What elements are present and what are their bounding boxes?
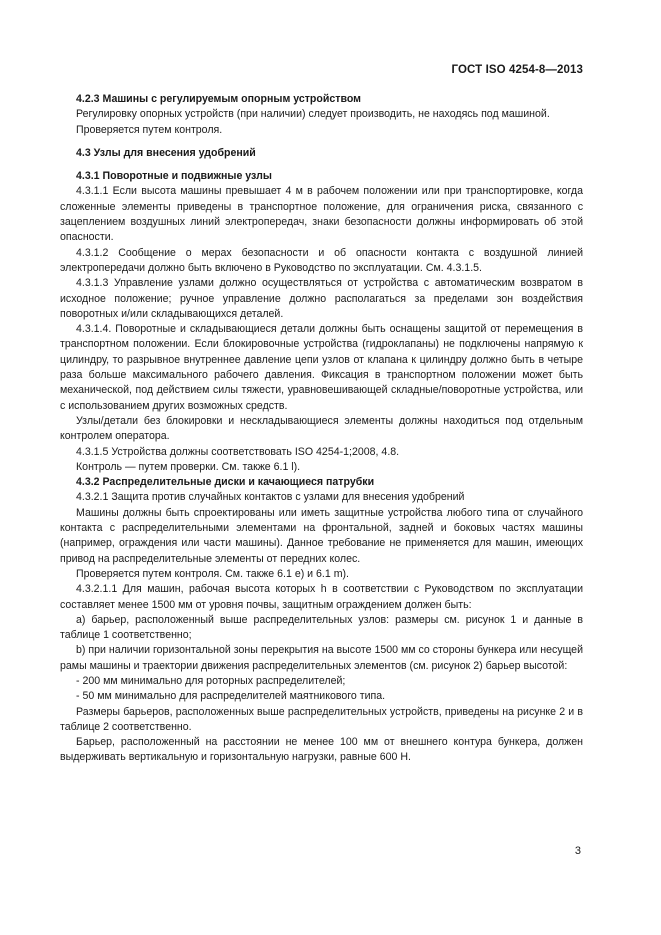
section-heading-4-2-3: 4.2.3 Машины с регулируемым опорным устройством <box>76 93 362 105</box>
paragraph: 4.3.1.2 Сообщение о мерах безопасности и об опасности контакта с воздушной линией электропередачи должно быть включено в Руководство по эксплуатации. См. 4.3.1.5. <box>60 246 583 274</box>
paragraph: Размеры барьеров, расположенных выше распределительных устройств, приведены на рисунке 2 и в таблице 2 соответственно. <box>60 705 583 733</box>
paragraph: Проверяется путем контроля. См. также 6.1 е) и 6.1 m). <box>76 567 350 580</box>
paragraph: 4.3.1.1 Если высота машины превышает 4 м в рабочем положении или при транспортировке, когда сложенные элементы приведены в транспортное положение, для ограничения риска, связанного с зацеплением воздушных линий электропередач, знаки безопасности должны информировать об этой опасности. <box>60 185 583 244</box>
section-heading-4-3-2: 4.3.2 Распределительные диски и качающиеся патрубки <box>76 476 375 489</box>
paragraph: 4.3.2.1 Защита против случайных контактов с узлами для внесения удобрений <box>76 491 465 504</box>
paragraph: Машины должны быть спроектированы или иметь защитные устройства любого типа от случайного контакта с распределительными элементами на фронтальной, задней и боковых частях машины (например, ограждения или части машины). Данное требование не применяется для машин, имеющих привод на распределительные элементы от передних колес. <box>60 506 583 565</box>
paragraph: 4.3.1.5 Устройства должны соответствовать ISO 4254-1;2008, 4.8. <box>76 445 400 458</box>
list-item: а) барьер, расположенный выше распределительных узлов: размеры см. рисунок 1 и данные в таблице 1 соответственно; <box>60 613 583 642</box>
paragraph: 4.3.1.4. Поворотные и складывающиеся детали должны быть оснащены защитой от перемещения в транспортном положении. Если блокировочные устройства (гидроклапаны) не подключены напрямую к цилиндру, то разрывное внутреннее давление цепи узлов от клапана к цилиндру должно быть в четыре раза больше максимального рабочего давления. Фиксация в транспортном положении может быть механической, под действием силы тяжести, уравновешивающей складные/поворотные устройства, или с использованием других возможных средств. <box>60 323 583 412</box>
paragraph: Регулировку опорных устройств (при наличии) следует производить, не находясь под машиной. <box>76 108 550 121</box>
document-body <box>60 92 583 766</box>
section-heading-4-3: 4.3 Узлы для внесения удобрений <box>76 146 256 159</box>
paragraph: Проверяется путем контроля. <box>76 123 223 136</box>
paragraph: Барьер, расположенный на расстоянии не менее 100 мм от внешнего контура бункера, должен выдерживать вертикальную и горизонтальную нагрузки, равные 600 Н. <box>60 736 583 764</box>
document-header: ГОСТ ISO 4254-8—2013 <box>451 64 583 76</box>
list-item: b) при наличии горизонтальной зоны перекрытия на высоте 1500 мм со стороны бункера или несущей рамы машины и траектории движения распределительных элементов (см. рисунок 2) барьер высотой: <box>60 644 583 672</box>
dash-item: - 50 мм минимально для распределителей маятникового типа. <box>76 690 386 703</box>
dash-item: - 200 мм минимально для роторных распределителей; <box>76 674 346 687</box>
paragraph: 4.3.2.1.1 Для машин, рабочая высота которых h в соответствии с Руководством по эксплуатации составляет менее 1500 мм от уровня почвы, защитным ограждением должен быть: <box>60 583 583 611</box>
paragraph: Узлы/детали без блокировки и нескладывающиеся элементы должны находиться под отдельным контролем оператора. <box>60 414 583 443</box>
section-heading-4-3-1: 4.3.1 Поворотные и подвижные узлы <box>76 170 272 183</box>
page-number: 3 <box>574 845 581 857</box>
paragraph: 4.3.1.3 Управление узлами должно осуществляться от устройства с автоматическим возвратом в исходное положение; ручное управление должно располагаться за пределами зон воздействия поворотных и/или складывающихся деталей. <box>60 277 583 320</box>
paragraph: Контроль — путем проверки. См. также 6.1 l). <box>76 460 301 473</box>
